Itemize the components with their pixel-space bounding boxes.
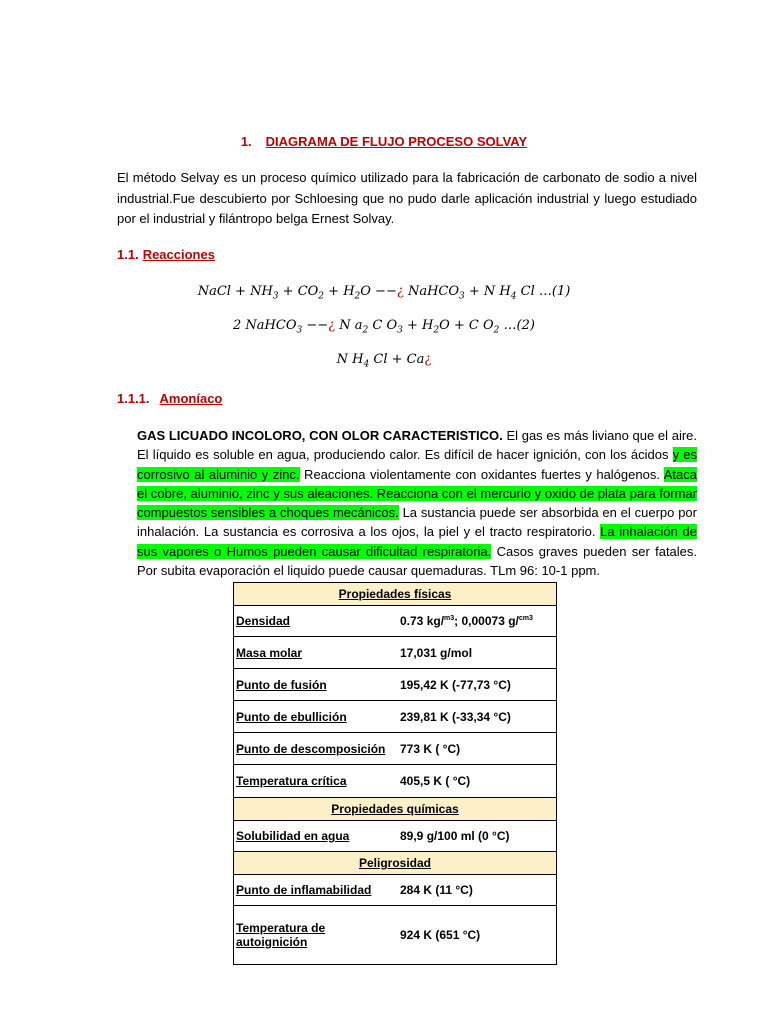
heading-3-number: 1.1.1. <box>117 391 150 406</box>
table-row <box>234 906 557 965</box>
table-row <box>234 765 557 798</box>
density-label: Densidad <box>234 606 399 637</box>
fusion-point-label: Punto de fusión <box>234 669 399 701</box>
arrow-glyph: ¿ <box>396 284 404 299</box>
solubility-label: Solubilidad en agua <box>234 821 399 852</box>
equation-2: 2 NaHCO$_3$ −−¿ N $a_2$ C $O_3 + H_2O + C$ $O_2$ …(2) <box>233 318 535 336</box>
flammability-point-label: Punto de inflamabilidad <box>234 875 399 906</box>
section-physical-header: Propiedades físicas <box>234 583 557 606</box>
equation-1-index: …(1) <box>538 284 571 299</box>
description-bold-lead: GAS LICUADO INCOLORO, CON OLOR CARACTERISTICO. <box>137 428 503 443</box>
arrow-glyph: ¿ <box>424 352 432 367</box>
intro-paragraph: El método Selvay es un proceso químico utilizado para la fabricación de carbonato de sodio a nivel industrial.Fue descubierto por Schloesing que no pudo darle aplicación industrial y luego estudiado por el industrial y filántropo belga Ernest Solvay. <box>117 170 697 226</box>
heading-2 <box>117 247 215 262</box>
description-highlight: La inhalación de sus vapores o Humos pueden causar dificultad respiratoria. <box>137 524 697 559</box>
molar-mass-label: Masa molar <box>234 637 399 669</box>
density-value: 0.73 kg/$^{m3}$; 0,00073 g/$^{cm3}$ <box>398 606 557 637</box>
flammability-point-value: 284 K (11 °C) <box>398 875 557 906</box>
description-highlight: y es corrosivo al aluminio y zinc. <box>137 447 697 482</box>
boiling-point-label: Punto de ebullición <box>234 701 399 733</box>
table-row <box>234 701 557 733</box>
table-row <box>234 821 557 852</box>
table-row <box>234 875 557 906</box>
critical-temperature-label: Temperatura crítica <box>234 765 399 798</box>
autoignition-label: Temperatura de autoignición <box>234 906 399 965</box>
description-highlight: Ataca el cobre, aluminio, zinc y sus aleaciones. Reacciona con el mercurio y oxido de plata para formar compuestos sensibles a choques mecánicos. <box>137 466 697 521</box>
arrow-glyph: ¿ <box>328 318 336 333</box>
heading-3-title: Amoníaco <box>159 391 223 406</box>
properties-table <box>233 582 557 965</box>
description-text: Reacciona violentamente con oxidantes fuertes y halógenos. <box>299 466 664 482</box>
equation-2-index: …(2) <box>503 318 535 333</box>
heading-2-title: Reacciones <box>142 247 215 262</box>
table-row <box>234 733 557 765</box>
molar-mass-value: 17,031 g/mol <box>398 637 557 669</box>
section-chemical-header: Propiedades químicas <box>234 798 557 821</box>
boiling-point-value: 239,81 K (-33,34 °C) <box>398 701 557 733</box>
equation-3: N $H_4$ Cl + Ca¿ <box>336 352 432 370</box>
heading-2-number: 1.1. <box>117 247 139 262</box>
ammonia-description <box>137 426 697 580</box>
section-danger-header: Peligrosidad <box>234 852 557 875</box>
fusion-point-value: 195,42 K (-77,73 °C) <box>398 669 557 701</box>
decomposition-point-label: Punto de descomposición <box>234 733 399 765</box>
heading-1 <box>0 134 768 149</box>
solubility-value: 89,9 g/100 ml (0 °C) <box>398 821 557 852</box>
description-text: La sustancia puede ser absorbida en el cuerpo por inhalación. La sustancia es corrosiva a los ojos, la piel y el tracto respiratorio. <box>137 505 697 540</box>
equation-1: NaCl + $NH_3 + CO_2 + H_2O$ −−¿ NaHCO$_3$ + N $H_4$ Cl …(1) <box>197 284 571 302</box>
decomposition-point-value: 773 K ( °C) <box>398 733 557 765</box>
heading-1-title: DIAGRAMA DE FLUJO PROCESO SOLVAY <box>265 134 528 149</box>
table-row <box>234 637 557 669</box>
description-text: El gas es más liviano que el aire. El líquido es soluble en agua, produciendo calor. Es difícil de hacer ignición, con los ácidos <box>137 428 697 463</box>
heading-3 <box>117 391 222 406</box>
description-text: Casos graves pueden ser fatales. Por subita evaporación el liquido puede causar quemaduras. TLm 96: 10-1 ppm. <box>137 543 698 579</box>
critical-temperature-value: 405,5 K ( °C) <box>398 765 557 798</box>
autoignition-value: 924 K (651 °C) <box>398 906 557 965</box>
table-row <box>234 669 557 701</box>
table-row <box>234 606 557 637</box>
heading-1-number: 1. <box>240 134 252 149</box>
